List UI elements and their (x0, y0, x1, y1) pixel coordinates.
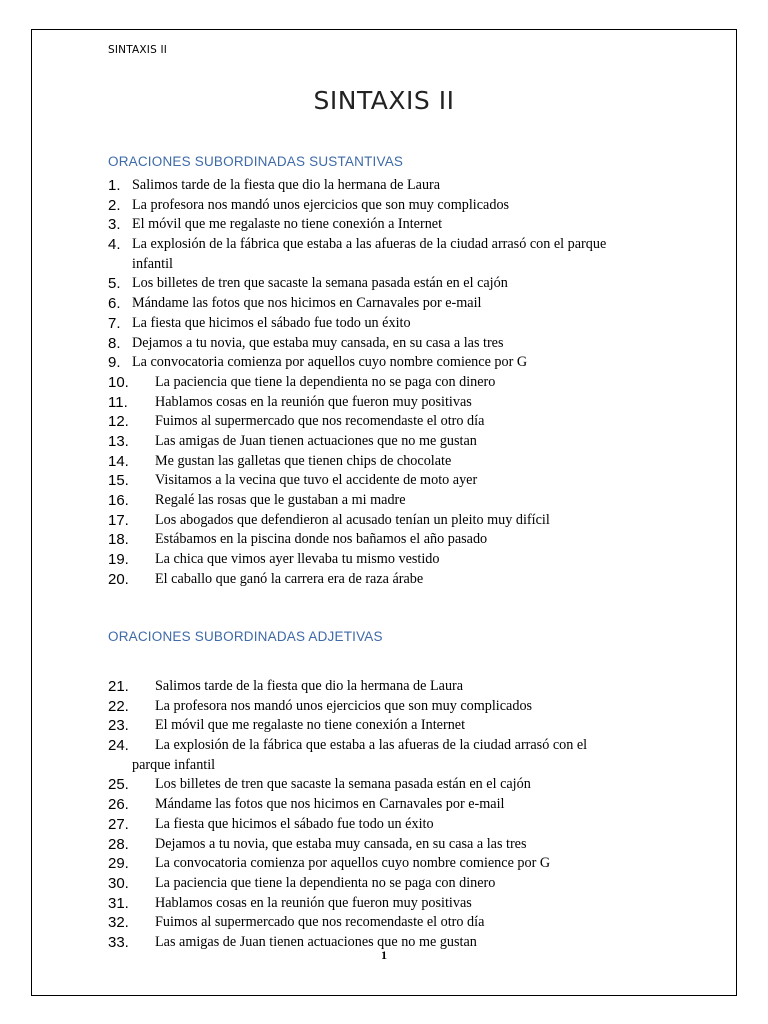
item-number: 21. (108, 678, 129, 695)
item-text: Los abogados que defendieron al acusado tenían un pleito muy difícil (155, 511, 550, 528)
item-text-block (155, 854, 550, 874)
item-text: Las amigas de Juan tienen actuaciones que no me gustan (155, 933, 477, 950)
item-text-block (155, 550, 439, 570)
item-text: Visitamos a la vecina que tuvo el accidente de moto ayer (155, 472, 478, 489)
item-number: 3. (108, 216, 121, 234)
item-text: Los billetes de tren que sacaste la semana pasada están en el cajón (132, 275, 508, 292)
item-text-block (155, 373, 495, 393)
item-text: Salimos tarde de la fiesta que dio la hermana de Laura (155, 678, 464, 694)
item-number: 29. (108, 855, 129, 873)
item-text-block (155, 835, 527, 855)
item-text-block (132, 215, 442, 235)
item-number: 31. (108, 894, 129, 912)
item-text-block (132, 294, 481, 314)
item-text-block (155, 913, 484, 933)
item-text: Salimos tarde de la fiesta que dio la hermana de Laura (132, 177, 441, 193)
item-text: Dejamos a tu novia, que estaba muy cansada, en su casa a las tres (155, 835, 527, 852)
item-text-block (155, 716, 465, 736)
item-number: 7. (108, 314, 121, 332)
item-text: Las amigas de Juan tienen actuaciones que no me gustan (155, 432, 477, 449)
item-text: La paciencia que tiene la dependienta no se paga con dinero (155, 874, 496, 891)
item-number: 28. (108, 835, 129, 853)
item-number: 27. (108, 815, 129, 833)
item-number: 19. (108, 551, 129, 569)
item-number: 14. (108, 452, 129, 470)
item-text: Regalé las rosas que le gustaban a mi madre (155, 492, 406, 509)
item-number: 18. (108, 531, 129, 549)
item-number: 15. (108, 472, 129, 490)
item-text: Estábamos en la piscina donde nos bañamos el año pasado (155, 531, 488, 548)
item-text: La convocatoria comienza por aquellos cuyo nombre comience por G (132, 354, 528, 371)
item-text-block (132, 274, 508, 294)
item-text: Fuimos al supermercado que nos recomendaste el otro día (155, 914, 485, 931)
item-number: 24. (108, 737, 129, 755)
item-text-block (132, 176, 440, 196)
item-text-block (155, 775, 531, 795)
item-number: 8. (108, 334, 121, 352)
item-number: 5. (108, 275, 121, 293)
item-text: Fuimos al supermercado que nos recomendaste el otro día (155, 413, 485, 430)
item-text: La profesora nos mandó unos ejercicios que son muy complicados (155, 697, 533, 714)
running-header: SINTAXIS II (108, 44, 168, 56)
item-text: El móvil que me regalaste no tiene conexión a Internet (155, 717, 466, 734)
item-text-block (155, 511, 550, 531)
item-text-block (132, 736, 588, 775)
item-text-block (155, 432, 477, 452)
item-text-block (132, 353, 527, 373)
item-text: El móvil que me regalaste no tiene conexión a Internet (132, 216, 443, 233)
item-text-block (132, 314, 411, 334)
item-text-block (132, 196, 509, 216)
item-text: La profesora nos mandó unos ejercicios que son muy complicados (132, 196, 510, 213)
item-text-block (155, 491, 406, 511)
item-text: Mándame las fotos que nos hicimos en Carnavales por e-mail (132, 295, 482, 312)
item-number: 32. (108, 914, 129, 932)
item-number: 16. (108, 492, 129, 510)
item-text: La chica que vimos ayer llevaba tu mismo vestido (155, 551, 440, 568)
item-number: 4. (108, 236, 121, 254)
item-number: 23. (108, 717, 129, 735)
item-number: 20. (108, 570, 129, 588)
item-text-block (132, 235, 606, 274)
item-text: La explosión de la fábrica que estaba a las afueras de la ciudad arrasó con el parque (132, 236, 607, 253)
item-text-block (155, 393, 472, 413)
item-text: El caballo que ganó la carrera era de raza árabe (155, 570, 424, 587)
item-number: 30. (108, 874, 129, 892)
item-text-continuation: parque infantil (132, 756, 216, 773)
section-heading-sustantivas: ORACIONES SUBORDINADAS SUSTANTIVAS (108, 154, 404, 169)
item-text: La fiesta que hicimos el sábado fue todo un éxito (132, 314, 411, 331)
item-number: 9. (108, 354, 121, 372)
item-text: Hablamos cosas en la reunión que fueron muy positivas (155, 393, 472, 410)
item-number: 17. (108, 511, 129, 529)
item-text: La convocatoria comienza por aquellos cuyo nombre comience por G (155, 855, 551, 872)
item-text-block (155, 452, 451, 472)
item-text-block (155, 874, 495, 894)
item-text: Mándame las fotos que nos hicimos en Carnavales por e-mail (155, 796, 505, 813)
item-text-block (155, 815, 434, 835)
item-text-block (155, 697, 532, 717)
item-text-block (155, 795, 504, 815)
item-number: 6. (108, 295, 121, 313)
item-text-block (155, 570, 423, 590)
item-number: 13. (108, 432, 129, 450)
item-text: Me gustan las galletas que tienen chips de chocolate (155, 452, 452, 469)
item-text-block (155, 530, 487, 550)
item-number: 2. (108, 196, 121, 214)
item-text-block (155, 894, 472, 914)
item-number: 1. (108, 177, 121, 194)
item-number: 11. (108, 393, 128, 411)
item-text: La paciencia que tiene la dependienta no se paga con dinero (155, 373, 496, 390)
item-text-continuation: infantil (132, 255, 173, 272)
item-text-block (155, 412, 484, 432)
item-text: Hablamos cosas en la reunión que fueron muy positivas (155, 894, 472, 911)
document-title: SINTAXIS II (313, 86, 455, 115)
item-text: La fiesta que hicimos el sábado fue todo un éxito (155, 815, 434, 832)
page-number: 1 (381, 948, 387, 962)
item-number: 10. (108, 373, 129, 391)
item-text-block (155, 471, 477, 491)
item-number: 25. (108, 776, 129, 794)
section-heading-adjetivas: ORACIONES SUBORDINADAS ADJETIVAS (108, 629, 383, 644)
item-text: Dejamos a tu novia, que estaba muy cansada, en su casa a las tres (132, 334, 504, 351)
item-number: 33. (108, 933, 129, 951)
item-number: 22. (108, 697, 129, 715)
item-text: Los billetes de tren que sacaste la semana pasada están en el cajón (155, 776, 531, 793)
item-number: 12. (108, 413, 129, 431)
item-text-block (155, 677, 463, 697)
item-number: 26. (108, 796, 129, 814)
item-text: La explosión de la fábrica que estaba a las afueras de la ciudad arrasó con el (155, 737, 588, 754)
item-text-block (132, 334, 504, 354)
